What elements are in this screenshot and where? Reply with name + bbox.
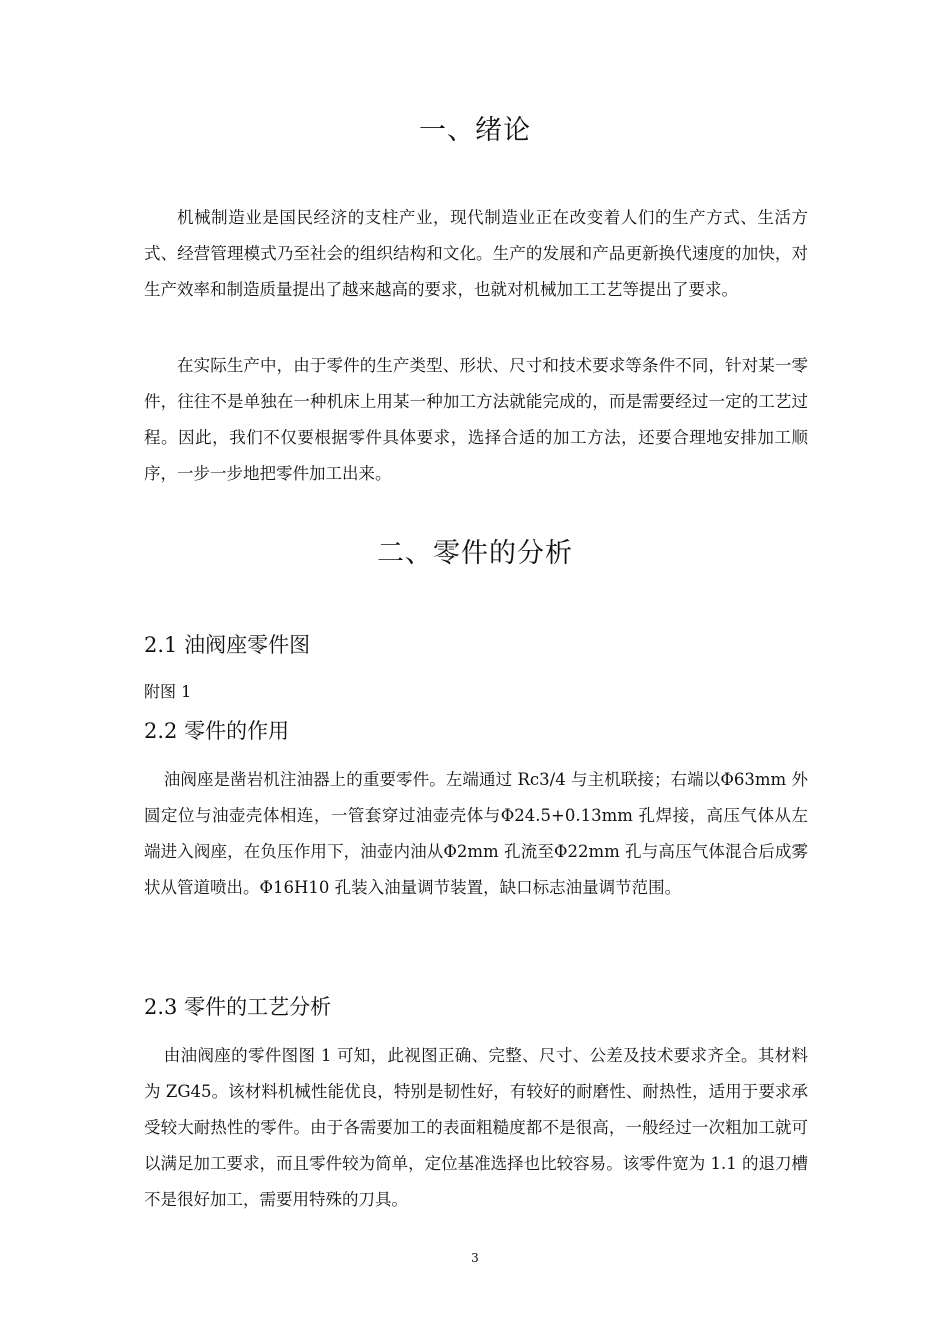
chapter-title-introduction: 一、绪论 xyxy=(419,115,531,146)
intro-paragraph-1: 机械制造业是国民经济的支柱产业，现代制造业正在改变着人们的生产方式、生活方式、经营管理模式乃至社会的组织结构和文化。生产的发展和产品更新换代速度的加快，对生产效率和制造质量提出了越来越高的要求，也就对机械加工工艺等提出了要求。 xyxy=(144,208,808,299)
section-title-2-1: 2.1 油阀座零件图 xyxy=(144,633,311,657)
section-title-2-3: 2.3 零件的工艺分析 xyxy=(144,995,332,1019)
intro-paragraph-2: 在实际生产中，由于零件的生产类型、形状、尺寸和技术要求等条件不同，针对某一零件，往往不是单独在一种机床上用某一种加工方法就能完成的，而是需要经过一定的工艺过程。因此，我们不仅要根据零件具体要求，选择合适的加工方法，还要合理地安排加工顺序，一步一步地把零件加工出来。 xyxy=(144,356,808,483)
chapter-title-part-analysis: 二、零件的分析 xyxy=(377,538,573,569)
figure-reference-note: 附图 1 xyxy=(144,682,192,701)
section-2-2-paragraph: 油阀座是凿岩机注油器上的重要零件。左端通过 Rc3/4 与主机联接；右端以Φ63mm 外圆定位与油壶壳体相连，一管套穿过油壶壳体与Φ24.5+0.13mm 孔焊接，高压气体从左端进入阀座，在负压作用下，油壶内油从Φ2mm 孔流至Φ22mm 孔与高压气体混合后成雾状从管道喷出。Φ16H10 孔装入油量调节装置，缺口标志油量调节范围。 xyxy=(144,770,808,897)
section-title-2-2: 2.2 零件的作用 xyxy=(144,719,290,743)
page-number: 3 xyxy=(471,1251,479,1265)
section-2-3-paragraph: 由油阀座的零件图图 1 可知，此视图正确、完整、尺寸、公差及技术要求齐全。其材料为 ZG45。该材料机械性能优良，特别是韧性好，有较好的耐磨性、耐热性，适用于要求承受较大耐热性的零件。由于各需要加工的表面粗糙度都不是很高，一般经过一次粗加工就可以满足加工要求，而且零件较为简单，定位基准选择也比较容易。该零件宽为 1.1 的退刀槽不是很好加工，需要用特殊的刀具。 xyxy=(144,1046,808,1209)
